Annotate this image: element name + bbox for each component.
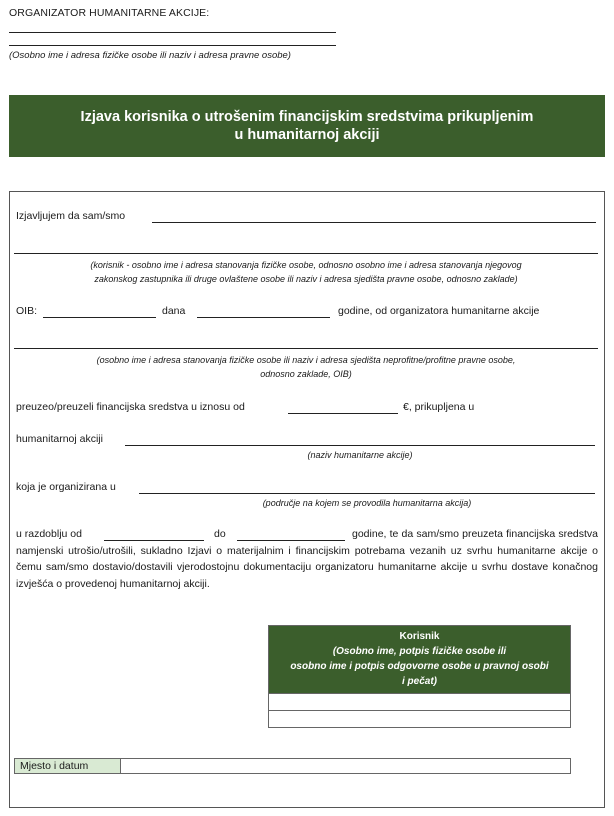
oib-field[interactable]	[43, 317, 156, 318]
declare-label: Izjavljujem da sam/smo	[16, 210, 126, 222]
organizer-note: (Osobno ime i adresa fizičke osobe ili naziv i adresa pravne osobe)	[9, 50, 291, 61]
date-field[interactable]	[197, 317, 330, 318]
action-label: humanitarnoj akciji	[16, 433, 103, 445]
period-from-label: u razdoblju od	[16, 528, 82, 540]
title-line-2: u humanitarnoj akciji	[234, 127, 380, 143]
beneficiary-note: (korisnik - osobno ime i adresa stanovanja fizičke osobe, odnosno osobno ime i adresa stanovanja njegovog zakonskog zastupnika ili druge ovlaštene osobe ili naziv i adresa sjedišta pravne osobe, odnosno zaklade)	[90, 260, 522, 284]
period-to-label: do	[214, 528, 226, 540]
action-name-field[interactable]	[125, 445, 595, 446]
place-date-label: Mjesto i datum	[15, 759, 121, 773]
korisnik-header: Korisnik (Osobno ime, potpis fizičke osobe ili osobno ime i potpis odgovorne osobe u pravnoj osobi i pečat)	[269, 626, 570, 693]
area-field[interactable]	[139, 493, 595, 494]
place-date-field[interactable]	[121, 759, 570, 773]
received-label: preuzeo/preuzeli financijska sredstva u iznosu od	[16, 401, 245, 413]
korisnik-title: Korisnik	[399, 631, 440, 642]
declarant-name-field[interactable]	[152, 222, 596, 223]
dana-label: dana	[162, 305, 186, 317]
organized-label: koja je organizirana u	[16, 481, 116, 493]
area-note: (područje na kojem se provodila humanitarna akcija)	[262, 498, 472, 508]
organizer-line-1[interactable]	[9, 32, 336, 33]
korisnik-signature-row-1[interactable]	[269, 693, 570, 710]
title-line-1: Izjava korisnika o utrošenim financijskim sredstvima prikupljenim	[80, 109, 534, 125]
amount-field[interactable]	[288, 413, 398, 414]
statement-paragraph: godine, te da sam/smo preuzeta financijska sredstva namjenski utrošio/utrošili, sukladno Izjavi o materijalnim i financijskim potrebama vezanih uz svrhu humanitarne akcije o čemu sam/smo dostavio/dostavili vjerodostojnu dokumentaciju organizatoru humanitarne akcije u svrhu dostave konačnog izvješća o provedenoj humanitarnoj akciji.	[16, 528, 598, 590]
organizer-details-field[interactable]	[14, 348, 598, 349]
organizer-details-note: (osobno ime i adresa stanovanja fizičke osobe ili naziv i adresa sjedišta neprofitne/profitne pravne osobe, odnosno zaklade, OIB)	[96, 355, 516, 379]
godine-label: godine, od organizatora humanitarne akcije	[338, 305, 540, 317]
action-note: (naziv humanitarne akcije)	[307, 450, 413, 460]
organizer-label: ORGANIZATOR HUMANITARNE AKCIJE:	[9, 7, 210, 19]
currency-label: €, prikupljena u	[403, 401, 475, 413]
place-date-row	[14, 758, 571, 774]
organizer-line-2[interactable]	[9, 45, 336, 46]
korisnik-signature-box	[268, 625, 571, 728]
document-title	[9, 95, 605, 157]
oib-label: OIB:	[16, 305, 38, 317]
korisnik-signature-row-2[interactable]	[269, 710, 570, 727]
declarant-address-field[interactable]	[14, 253, 598, 254]
